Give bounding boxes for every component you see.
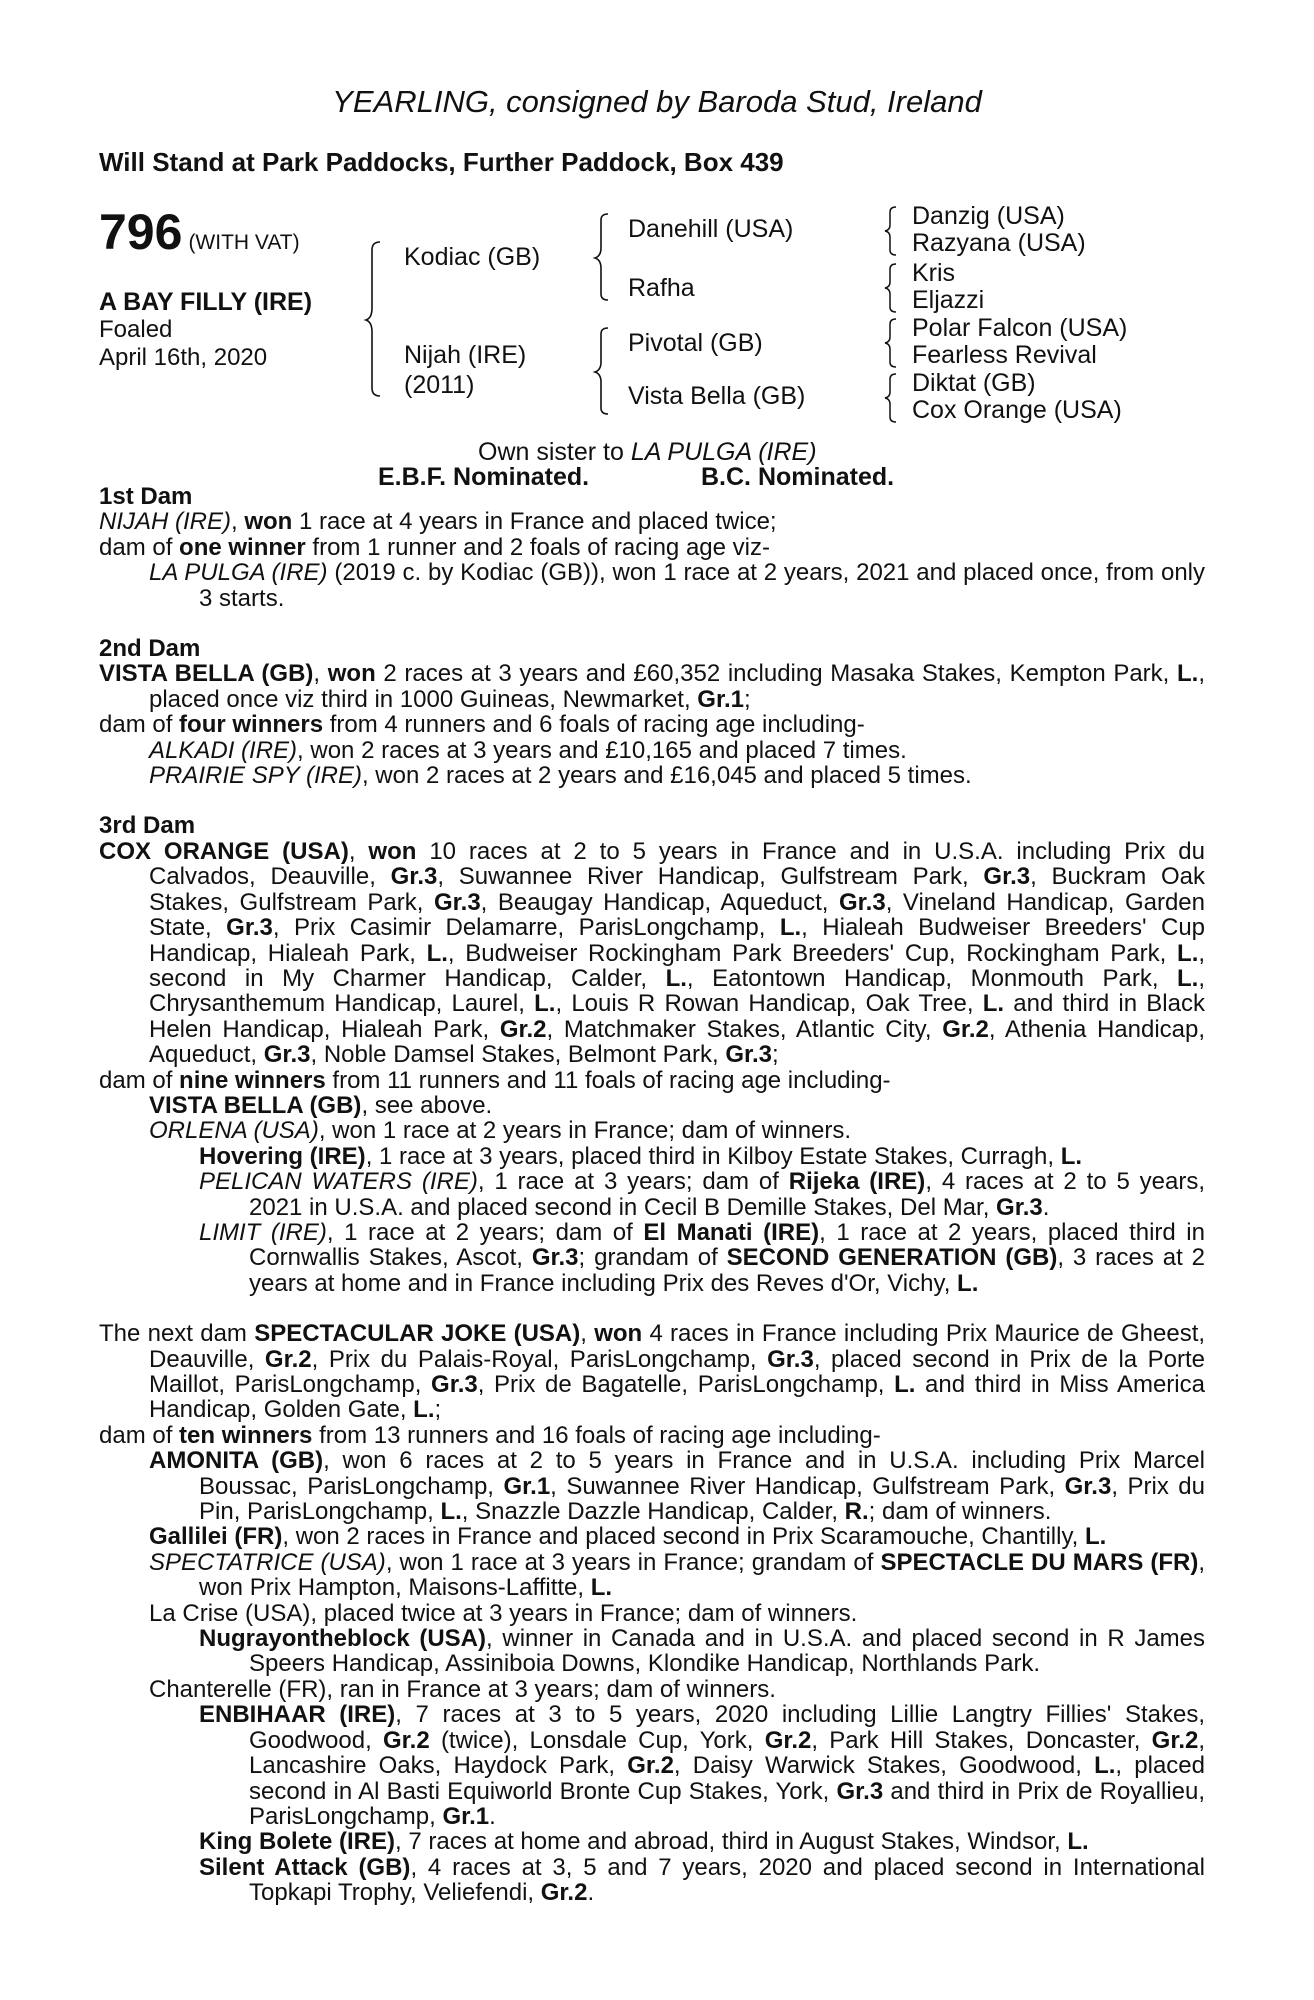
foal-name: SECOND GENERATION (GB) (726, 1244, 1058, 1272)
pedigree-gen3-2: Razyana (USA) (912, 229, 1086, 257)
listed-label: L. (665, 964, 687, 992)
group-label: Gr.3 (996, 1193, 1043, 1221)
foal-name: Hovering (IRE) (199, 1142, 366, 1170)
pedigree-gen2-4: Vista Bella (GB) (628, 382, 806, 410)
produce-text: from 13 runners and 16 foals of racing age including- (319, 1421, 881, 1449)
foal-record: 1 race at 2 years; dam of (344, 1218, 633, 1246)
next-dam-foal: SPECTATRICE (USA), won 1 race at 3 years in France; grandam of SPECTACLE DU MARS (FR), won Prix Hampton, Maisons-Laffitte, L. (149, 1548, 1206, 1602)
listed-label: L. (982, 990, 1005, 1018)
won-label: won (244, 508, 293, 536)
record-text: Suwannee River Handicap, Gulfstream Park, (458, 863, 969, 891)
won-label: won (327, 660, 376, 688)
pedigree-gen3-3: Kris (912, 259, 956, 287)
record-text: Eatontown Handicap, Monmouth Park, (712, 964, 1159, 992)
pedigree-bracket-main (368, 240, 388, 400)
foal-name: El Manati (IRE) (643, 1218, 820, 1246)
foal-record: Snazzle Dazzle Handicap, Calder, (475, 1498, 838, 1526)
record-text: Athenia Handicap, Aqueduct, (149, 1015, 1206, 1069)
third-dam-heading: 3rd Dam (99, 812, 196, 840)
foal-record: 3 races at 2 years at home and in France including Prix des Reves d'Or, Vichy, (249, 1244, 1206, 1297)
foal-record: (2019 c. by Kodiac (GB)), won 1 race at 2 years, 2021 and placed once, from only 3 starts. (199, 559, 1206, 612)
pedigree-bracket-g3-2 (884, 262, 900, 314)
foal-record: dam of winners. (882, 1498, 1052, 1526)
record-text: Chrysanthemum Handicap, Laurel, (149, 990, 525, 1018)
record-text: second in My Charmer Handicap, Calder, (149, 964, 648, 992)
foal-name: LA PULGA (IRE) (149, 559, 328, 587)
own-sister-name: LA PULGA (IRE) (630, 438, 817, 466)
produce-text: from 1 runner and 2 foals of racing age viz- (312, 533, 770, 561)
first-dam-heading: 1st Dam (99, 483, 193, 510)
foal-record: Park Hill Stakes, Doncaster, (829, 1726, 1141, 1754)
won-label: won (368, 837, 417, 865)
group-label: Gr.2 (764, 1726, 812, 1754)
foal-name: Gallilei (FR) (149, 1523, 283, 1551)
foal-record: 1 race at 3 years; dam of (494, 1168, 779, 1196)
third-dam-name: COX ORANGE (USA) (99, 837, 349, 865)
spacer (99, 1296, 1205, 1321)
foal-record: won 2 races in France and placed second in Prix Scaramouche, Chantilly, (295, 1523, 1079, 1551)
group-label: Gr.2 (540, 1879, 588, 1907)
pedigree-dam-year: (2011) (404, 371, 475, 399)
produce-prefix: dam of (99, 1066, 173, 1094)
third-dam-foal: VISTA BELLA (GB), see above. (149, 1091, 493, 1119)
foal-record: see above. (374, 1091, 493, 1119)
pedigree-gen3-1: Danzig (USA) (912, 202, 1065, 230)
spacer (99, 611, 1205, 636)
second-dam-foal: PRAIRIE SPY (IRE), won 2 races at 2 years and £16,045 and placed 5 times. (149, 762, 972, 790)
foal-name: ALKADI (IRE) (149, 736, 298, 764)
foaled-info (99, 316, 267, 372)
stand-location: Will Stand at Park Paddocks, Further Paddock, Box 439 (99, 147, 784, 177)
group-label: Gr.3 (431, 1371, 478, 1398)
pedigree-gen3-5: Polar Falcon (USA) (912, 314, 1128, 342)
listed-label: L. (413, 1396, 435, 1424)
group-label: Gr.3 (983, 863, 1031, 891)
horse-description: A BAY FILLY (IRE) (99, 288, 313, 316)
foal-record: Prix du Pin, ParisLongchamp, (199, 1472, 1205, 1526)
foal-name: PELICAN WATERS (IRE) (199, 1168, 478, 1196)
group-label: Gr.3 (836, 1777, 884, 1805)
foal-record: placed second in Al Basti Equiworld Bronte Cup Stakes, York, (249, 1752, 1206, 1805)
vat-note: (WITH VAT) (188, 231, 300, 254)
listed-label: L. (1177, 964, 1199, 992)
record-text: placed once viz third in 1000 Guineas, Newmarket, (149, 685, 691, 713)
next-dam-produce (99, 1423, 1205, 1448)
pedigree-gen3-4: Eljazzi (912, 286, 985, 314)
next-dam-name: SPECTACULAR JOKE (USA) (254, 1320, 581, 1348)
foal-record: 7 races at 3 to 5 years, 2020 including Lillie Langtry Fillies' Stakes, Goodwood, (249, 1701, 1206, 1754)
consignment-line: YEARLING, consigned by Baroda Stud, Ireland (332, 84, 982, 119)
record-text: Prix de Bagatelle, ParisLongchamp, (494, 1371, 885, 1398)
listed-label: L. (534, 990, 556, 1018)
pedigree-gen3-6: Fearless Revival (912, 341, 1097, 369)
foal-record: 4 races at 2 to 5 years, 2021 in U.S.A. and placed second in Cecil B Demille Stakes, Del Mar, (249, 1168, 1206, 1221)
next-dam-foal: AMONITA (GB), won 6 races at 2 to 5 years in France and in U.S.A. including Prix Marcel Boussac, ParisLongchamp, Gr.1, Suwannee River Handicap, Gulfstream Park, Gr.3, Prix du Pin, ParisLongchamp, L., Snazzle Dazzle Handicap, Calder, R.; dam of winners. (149, 1447, 1205, 1526)
grandchild-entry: LIMIT (IRE), 1 race at 2 years; dam of El Manati (IRE), 1 race at 2 years, placed third in Cornwallis Stakes, Ascot, Gr.3; grandam of SECOND GENERATION (GB), 3 races at 2 years at home and in France including Prix des Reves d'Or, Vichy, L. (199, 1218, 1206, 1297)
foal-record: won Prix Hampton, Maisons-Laffitte, (199, 1574, 585, 1602)
pedigree-sire: Kodiac (GB) (404, 243, 541, 271)
listed-label: L. (440, 1498, 462, 1526)
pedigree-body (99, 484, 1205, 1906)
pedigree-bracket-g3-1 (884, 205, 900, 257)
own-sister-prefix: Own sister to (478, 438, 624, 466)
foal-name: Rijeka (IRE) (788, 1168, 926, 1196)
listed-label: L. (1067, 1828, 1089, 1856)
pedigree-bracket-g3-3 (884, 317, 900, 369)
pedigree-gen3-pair-2 (912, 260, 984, 314)
second-dam-name: VISTA BELLA (GB) (99, 660, 314, 688)
listed-label: L. (894, 1371, 916, 1398)
foal-record: La Crise (USA), placed twice at 3 years in France; dam of winners. (149, 1599, 858, 1627)
listed-label: L. (779, 914, 802, 942)
listed-label: L. (1085, 1523, 1107, 1551)
foal-record: won 6 races at 2 to 5 years in France and in U.S.A. including Prix Marcel Boussac, ParisLongchamp, (199, 1447, 1205, 1500)
grandchild-entry: King Bolete (IRE), 7 races at home and abroad, third in August Stakes, Windsor, L. (199, 1828, 1089, 1856)
group-label: Gr.1 (503, 1472, 551, 1500)
winner-count: ten winners (179, 1421, 313, 1449)
next-dam-foal (99, 1677, 1205, 1702)
record-text: Budweiser Rockingham Park Breeders' Cup, Rockingham Park, (465, 939, 1167, 967)
record-text: 1 race at 4 years in France and placed twice; (299, 508, 777, 536)
foal-name: Nugrayontheblock (USA) (199, 1625, 487, 1653)
group-label: Gr.3 (725, 1041, 773, 1069)
group-label: Gr.3 (1064, 1472, 1112, 1500)
lot-number-block (99, 204, 300, 271)
record-text: 4 races in France including Prix Maurice de Gheest, Deauville, (149, 1320, 1206, 1373)
foal-record: (twice), Lonsdale Cup, York, (440, 1726, 754, 1754)
foal-record: won 2 races at 2 years and £16,045 and placed 5 times. (375, 762, 972, 790)
record-text: Matchmaker Stakes, Atlantic City, (563, 1015, 932, 1043)
listed-label: L. (426, 939, 448, 967)
record-text: 2 races at 3 years and £60,352 including Masaka Stakes, Kempton Park, (383, 660, 1170, 688)
group-label: Gr.3 (226, 914, 273, 942)
listed-label: L. (1177, 660, 1199, 688)
grandchild-entry: Silent Attack (GB), 4 races at 3, 5 and 7 years, 2020 and placed second in International Topkapi Trophy, Veliefendi, Gr.2. (199, 1853, 1205, 1907)
group-label: Gr.1 (442, 1802, 490, 1830)
record-text: Hialeah Budweiser Breeders' Cup Handicap, Hialeah Park, (149, 914, 1206, 967)
group-label: Gr.2 (264, 1345, 312, 1373)
record-text: Noble Damsel Stakes, Belmont Park, (323, 1041, 719, 1069)
foal-record: won 1 race at 3 years in France; grandam of (399, 1548, 874, 1576)
foal-record: Lancashire Oaks, Haydock Park, (249, 1752, 616, 1780)
pedigree-gen3-pair-3 (912, 315, 1127, 369)
listed-label: L. (590, 1574, 613, 1602)
record-text: and third in Black Helen Handicap, Hialeah Park, (149, 990, 1205, 1043)
pedigree-gen3-pair-1 (912, 203, 1086, 257)
record-text: and third in Miss America Handicap, Golden Gate, (149, 1371, 1205, 1424)
foal-name: VISTA BELLA (GB) (149, 1091, 362, 1119)
group-label: Gr.2 (499, 1015, 547, 1043)
group-label: Gr.2 (383, 1726, 430, 1754)
winner-count: one winner (179, 533, 306, 561)
foal-name: SPECTATRICE (USA) (149, 1548, 386, 1576)
produce-prefix: dam of (99, 1421, 173, 1449)
foal-record: Daisy Warwick Stakes, Goodwood, (692, 1752, 1082, 1780)
foal-name: SPECTACLE DU MARS (FR) (880, 1548, 1199, 1576)
third-dam-produce (99, 1068, 1205, 1093)
foal-name: ENBIHAAR (IRE) (199, 1701, 396, 1729)
listed-label: L. (957, 1269, 979, 1297)
record-text: Vineland Handicap, Garden State, (149, 888, 1205, 942)
next-dam-foal: Gallilei (FR), won 2 races in France and placed second in Prix Scaramouche, Chantilly, L. (149, 1523, 1107, 1551)
foal-name: Silent Attack (GB) (199, 1853, 411, 1881)
second-dam-produce (99, 712, 1205, 737)
foal-record: grandam of (594, 1244, 718, 1272)
next-dam-record: The next dam SPECTACULAR JOKE (USA), won 4 races in France including Prix Maurice de Gheest, Deauville, Gr.2, Prix du Palais-Royal, ParisLongchamp, Gr.3, placed second in Prix de la Porte Maillot, ParisLongchamp, Gr.3, Prix de Bagatelle, ParisLongchamp, L. and third in Miss America Handicap, Golden Gate, L.; (99, 1320, 1206, 1424)
group-label: Gr.3 (390, 863, 438, 891)
pedigree-gen3-7: Diktat (GB) (912, 369, 1036, 397)
winner-count: nine winners (179, 1066, 326, 1094)
group-label: Gr.2 (1151, 1726, 1199, 1754)
foal-record: 1 race at 2 years, placed third in Cornwallis Stakes, Ascot, (249, 1218, 1205, 1272)
ebf-nomination: E.B.F. Nominated. (378, 463, 590, 491)
pedigree-gen3-8: Cox Orange (USA) (912, 396, 1122, 424)
record-text: Beaugay Handicap, Aqueduct, (497, 888, 829, 916)
grandchild-entry: ENBIHAAR (IRE), 7 races at 3 to 5 years, 2020 including Lillie Langtry Fillies' Stakes, Goodwood, Gr.2 (twice), Lonsdale Cup, York, Gr.2, Park Hill Stakes, Doncaster, Gr.2, Lancashire Oaks, Haydock Park, Gr.2, Daisy Warwick Stakes, Goodwood, L., placed second in Al Basti Equiworld Bronte Cup Stakes, York, Gr.3 and third in Prix de Royallieu, ParisLongchamp, Gr.1. (199, 1701, 1206, 1830)
spacer (99, 788, 1205, 813)
pedigree-bracket-sire (596, 212, 616, 302)
pedigree-gen2-2: Rafha (628, 274, 695, 302)
grandchild-entry: Nugrayontheblock (USA), winner in Canada and in U.S.A. and placed second in R James Speers Handicap, Assiniboia Downs, Klondike Handicap, Northlands Park. (199, 1625, 1206, 1678)
next-dam-foal (99, 1601, 1205, 1626)
group-label: Gr.3 (838, 888, 886, 916)
first-dam-foal (99, 560, 1205, 611)
produce-prefix: dam of (99, 533, 173, 561)
bc-nomination: B.C. Nominated. (701, 463, 895, 491)
produce-text: from 11 runners and 11 foals of racing age including- (332, 1066, 891, 1094)
listed-label: L. (1060, 1142, 1083, 1170)
first-dam-record: NIJAH (IRE), won 1 race at 4 years in France and placed twice; (99, 508, 777, 536)
pedigree-bracket-dam (596, 326, 616, 416)
foal-record: winner in Canada and in U.S.A. and placed second in R James Speers Handicap, Assiniboia Downs, Klondike Handicap, Northlands Park. (249, 1625, 1206, 1678)
pedigree-bracket-g3-4 (884, 372, 900, 424)
foal-record: and third in Prix de Royallieu, ParisLongchamp, (249, 1777, 1206, 1830)
second-dam-record: VISTA BELLA (GB), won 2 races at 3 years and £60,352 including Masaka Stakes, Kempton Park, L., placed once viz third in 1000 Guineas, Newmarket, Gr.1; (99, 660, 1205, 713)
foaled-label: Foaled (99, 316, 173, 343)
group-label: Gr.3 (433, 888, 481, 916)
foal-name: AMONITA (GB) (149, 1447, 324, 1475)
record-text: The next dam (99, 1320, 247, 1348)
record-text: Buckram Oak Stakes, Gulfstream Park, (149, 863, 1206, 916)
first-dam-name: NIJAH (IRE) (99, 508, 231, 536)
produce-text: from 4 runners and 6 foals of racing age including- (329, 711, 865, 739)
foal-record: 1 race at 3 years, placed third in Kilboy Estate Stakes, Curragh, (379, 1142, 1055, 1170)
second-dam-heading: 2nd Dam (99, 635, 201, 663)
record-text: Prix Casimir Delamarre, ParisLongchamp, (293, 914, 766, 942)
foal-record: won 1 race at 2 years in France; dam of winners. (332, 1117, 852, 1145)
pedigree-gen2-1: Danehill (USA) (628, 215, 794, 243)
first-dam-produce (99, 535, 1205, 560)
lot-number: 796 (99, 204, 183, 260)
listed-label: L. (1094, 1752, 1116, 1780)
foal-record: 7 races at home and abroad, third in August Stakes, Windsor, (408, 1828, 1061, 1856)
group-label: Gr.3 (263, 1041, 311, 1069)
foal-name: PRAIRIE SPY (IRE) (149, 762, 362, 790)
group-label: Gr.3 (531, 1244, 579, 1272)
winner-count: four winners (179, 711, 324, 739)
foal-record: 4 races at 3, 5 and 7 years, 2020 and placed second in International Topkapi Trophy, Veliefendi, (249, 1853, 1205, 1907)
listed-label: L. (1177, 939, 1199, 967)
grandchild-entry: Hovering (IRE), 1 race at 3 years, placed third in Kilboy Estate Stakes, Curragh, L. (199, 1142, 1083, 1170)
group-label: Gr.2 (942, 1015, 989, 1043)
foal-record: won 2 races at 3 years and £10,165 and placed 7 times. (310, 736, 907, 764)
record-text: Louis R Rowan Handicap, Oak Tree, (571, 990, 974, 1018)
foal-record: Chanterelle (FR), ran in France at 3 years; dam of winners. (149, 1675, 776, 1703)
group-label: Gr.3 (767, 1345, 814, 1373)
foal-name: King Bolete (IRE) (199, 1828, 395, 1856)
second-dam-foal: ALKADI (IRE), won 2 races at 3 years and £10,165 and placed 7 times. (149, 736, 907, 764)
third-dam-foal: ORLENA (USA), won 1 race at 2 years in France; dam of winners. (149, 1117, 852, 1145)
produce-prefix: dam of (99, 711, 173, 739)
foal-name: ORLENA (USA) (149, 1117, 319, 1145)
record-text: placed second in Prix de la Porte Maillot, ParisLongchamp, (149, 1345, 1206, 1398)
grandchild-entry: PELICAN WATERS (IRE), 1 race at 3 years; dam of Rijeka (IRE), 4 races at 2 to 5 years, 2021 in U.S.A. and placed second in Cecil B Demille Stakes, Del Mar, Gr.3. (199, 1168, 1206, 1221)
record-text: 10 races at 2 to 5 years in France and in U.S.A. including Prix du Calvados, Deauville, (149, 837, 1206, 891)
foaled-date: April 16th, 2020 (99, 344, 268, 371)
pedigree-gen3-pair-4 (912, 370, 1122, 424)
record-text: Prix du Palais-Royal, ParisLongchamp, (328, 1345, 757, 1373)
group-label: Gr.1 (697, 685, 744, 713)
restricted-label: R. (844, 1498, 869, 1526)
won-label: won (594, 1320, 643, 1348)
foal-name: LIMIT (IRE) (199, 1218, 327, 1246)
foal-record: Suwannee River Handicap, Gulfstream Park, (566, 1472, 1056, 1500)
third-dam-record: COX ORANGE (USA), won 10 races at 2 to 5 years in France and in U.S.A. including Prix du Calvados, Deauville, Gr.3, Suwannee River Handicap, Gulfstream Park, Gr.3, Buckram Oak Stakes, Gulfstream Park, Gr.3, Beaugay Handicap, Aqueduct, Gr.3, Vineland Handicap, Garden State, Gr.3, Prix Casimir Delamarre, ParisLongchamp, L., Hialeah Budweiser Breeders' Cup Handicap, Hialeah Park, L., Budweiser Rockingham Park Breeders' Cup, Rockingham Park, L., second in My Charmer Handicap, Calder, L., Eatontown Handicap, Monmouth Park, L., Chrysanthemum Handicap, Laurel, L., Louis R Rowan Handicap, Oak Tree, L. and third in Black Helen Handicap, Hialeah Park, Gr.2, Matchmaker Stakes, Atlantic City, Gr.2, Athenia Handicap, Aqueduct, Gr.3, Noble Damsel Stakes, Belmont Park, Gr.3; (99, 837, 1206, 1069)
pedigree-dam: Nijah (IRE) (404, 341, 527, 369)
pedigree-gen2-3: Pivotal (GB) (628, 329, 763, 357)
group-label: Gr.2 (627, 1752, 674, 1780)
